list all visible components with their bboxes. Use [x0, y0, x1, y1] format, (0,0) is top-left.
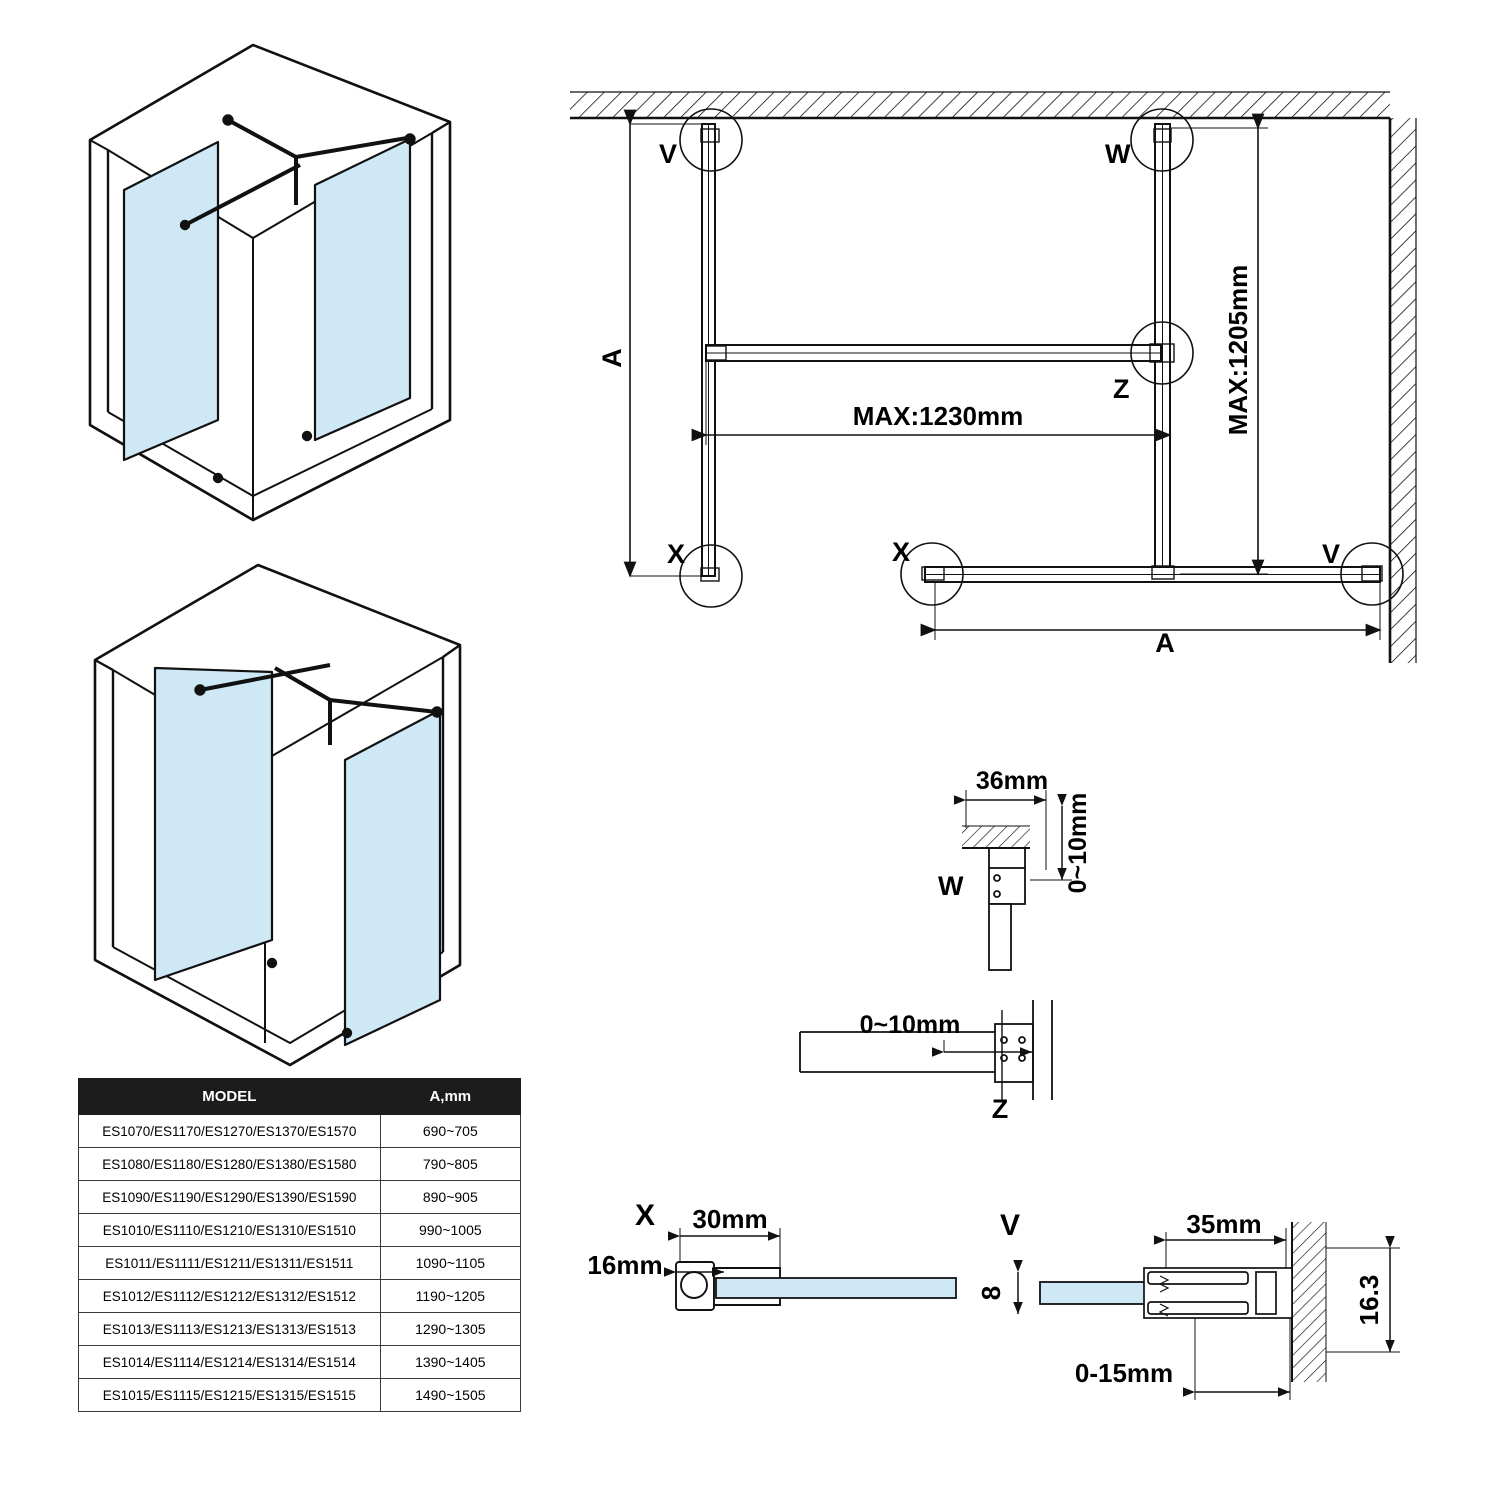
dim-z-adjust: 0~10mm [859, 1011, 961, 1039]
main-assembly-view [570, 92, 1416, 663]
callout-x-bottom: X [892, 537, 911, 567]
cell-a: 1190~1205 [380, 1280, 520, 1313]
dim-height-a: A [597, 348, 627, 368]
detail-v [976, 1209, 1400, 1400]
callout-z-detail: Z [991, 1094, 1009, 1124]
table-row [79, 1148, 521, 1181]
table-header-a: A,mm [380, 1079, 520, 1115]
callout-v-bottom: V [1322, 539, 1341, 569]
callout-v-detail: V [1000, 1209, 1021, 1242]
cell-a: 990~1005 [380, 1214, 520, 1247]
callout-z: Z [1113, 374, 1130, 404]
callout-w-detail: W [938, 871, 964, 901]
cell-a: 1390~1405 [380, 1346, 520, 1379]
table-body [79, 1115, 521, 1412]
cell-model: ES1012/ES1112/ES1212/ES1312/ES1512 [79, 1280, 381, 1313]
table-row [79, 1247, 521, 1280]
cell-model: ES1010/ES1110/ES1210/ES1310/ES1510 [79, 1214, 381, 1247]
cell-model: ES1013/ES1113/ES1213/ES1313/ES1513 [79, 1313, 381, 1346]
table-row [79, 1181, 521, 1214]
cell-a: 1490~1505 [380, 1379, 520, 1412]
dim-max-height: MAX:1205mm [1223, 264, 1253, 436]
table-row [79, 1313, 521, 1346]
cell-a: 1090~1105 [380, 1247, 520, 1280]
table-row [79, 1280, 521, 1313]
cell-a: 890~905 [380, 1181, 520, 1214]
table-header-model: MODEL [79, 1079, 381, 1115]
iso-view-top [90, 45, 450, 520]
dim-v-profile: 16.3 [1354, 1274, 1384, 1326]
callout-x-left: X [667, 539, 686, 569]
detail-z [800, 1000, 1052, 1124]
dim-x-height: 16mm [587, 1250, 663, 1280]
detail-w [938, 767, 1092, 970]
dim-x-width: 30mm [692, 1204, 768, 1234]
dim-v-width: 35mm [1186, 1209, 1262, 1239]
cell-a: 1290~1305 [380, 1313, 520, 1346]
dim-w-width: 36mm [975, 767, 1049, 795]
cell-a: 790~805 [380, 1148, 520, 1181]
table-row [79, 1115, 521, 1148]
cell-model: ES1070/ES1170/ES1270/ES1370/ES1570 [79, 1115, 381, 1148]
table-row [79, 1346, 521, 1379]
dim-w-adjust: 0~10mm [1064, 792, 1092, 894]
cell-a: 690~705 [380, 1115, 520, 1148]
detail-x [587, 1199, 956, 1310]
dim-width-a: A [1155, 628, 1175, 658]
table-header-row [79, 1079, 521, 1115]
table-row [79, 1214, 521, 1247]
callout-v-top: V [659, 139, 678, 169]
cell-model: ES1080/ES1180/ES1280/ES1380/ES1580 [79, 1148, 381, 1181]
model-dimension-table [78, 1078, 521, 1412]
iso-view-bottom [95, 565, 460, 1065]
dim-max-width: MAX:1230mm [852, 401, 1024, 431]
dim-v-glass: 8 [976, 1285, 1006, 1301]
cell-model: ES1014/ES1114/ES1214/ES1314/ES1514 [79, 1346, 381, 1379]
cell-model: ES1015/ES1115/ES1215/ES1315/ES1515 [79, 1379, 381, 1412]
table-row [79, 1379, 521, 1412]
callout-x-detail: X [635, 1199, 656, 1232]
dim-v-adjust: 0-15mm [1074, 1358, 1174, 1388]
cell-model: ES1090/ES1190/ES1290/ES1390/ES1590 [79, 1181, 381, 1214]
cell-model: ES1011/ES1111/ES1211/ES1311/ES1511 [79, 1247, 381, 1280]
callout-w-top: W [1105, 139, 1131, 169]
